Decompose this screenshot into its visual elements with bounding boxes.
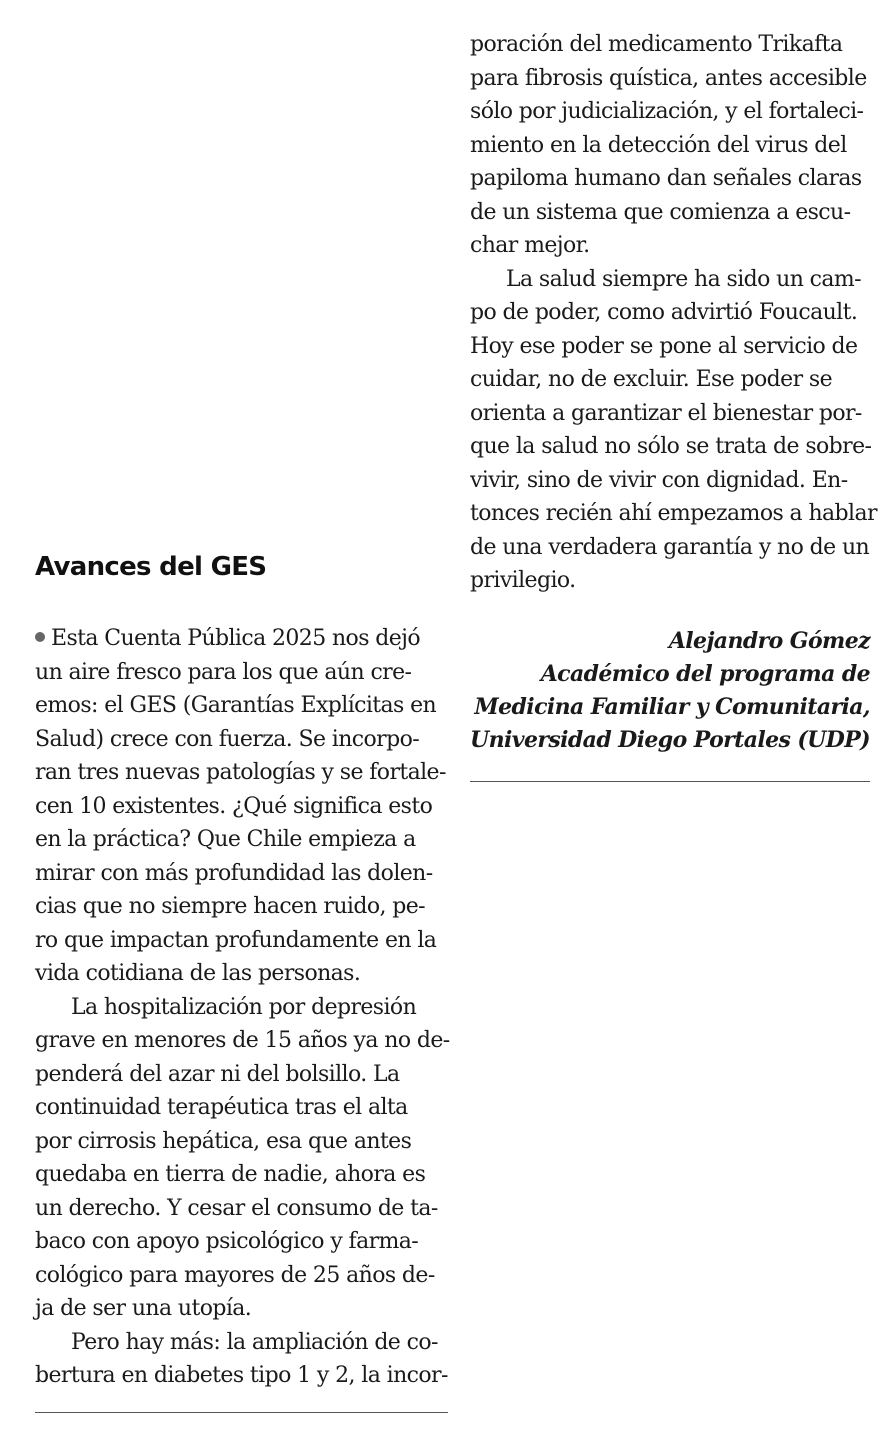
text-line-content: papiloma humano dan señales claras [470,166,862,191]
section-headline: Avances del GES [35,552,267,582]
text-line [35,1292,437,1326]
column-bottom-divider [35,1412,448,1413]
text-line [35,991,437,1025]
text-line [35,1259,437,1293]
left-column-body [35,622,450,1393]
text-line [470,229,872,263]
text-line [35,622,437,656]
text-line [35,957,437,991]
text-line [35,1125,437,1159]
text-line-content: que la salud no sólo se trata de sobre- [470,434,872,459]
text-line [35,1024,450,1058]
text-line [35,823,437,857]
text-line [470,531,872,565]
text-line [470,397,872,431]
text-line-content: char mejor. [470,233,590,258]
text-line [35,1192,437,1226]
text-line-content: en la práctica? Que Chile empieza a [35,827,416,852]
text-line [35,689,437,723]
text-line [35,1225,437,1259]
text-line-content: bertura en diabetes tipo 1 y 2, la incor- [35,1363,448,1388]
text-line [35,924,437,958]
text-line [35,1091,437,1125]
text-line-content: emos: el GES (Garantías Explícitas en [35,693,437,718]
signature-title-line2: Medicina Familiar y Comunitaria, [474,694,870,720]
text-line-content: miento en la detección del virus del [470,132,847,158]
text-line [470,296,872,330]
text-line [470,62,872,96]
text-line-content: La salud siempre ha sido un cam- [506,266,862,292]
text-line [35,790,437,824]
text-line [470,330,872,364]
text-line [470,129,872,163]
text-line-content: un derecho. Y cesar el consumo de ta- [35,1195,438,1221]
text-line-content: vida cotidiana de las personas. [35,961,361,986]
text-line-content: mirar con más profundidad las dolen- [35,860,433,886]
text-line-content: de una verdadera garantía y no de un [470,534,870,560]
text-line-content: vivir, sino de vivir con dignidad. En- [470,467,848,493]
text-line-content: Salud) crece con fuerza. Se incorpo- [35,726,420,752]
text-line [35,1359,448,1393]
text-line-content: Hoy ese poder se pone al servicio de [470,333,858,359]
text-line-content: para fibrosis quística, antes accesible [470,65,867,91]
text-line-content: cológico para mayores de 25 años de- [35,1262,435,1288]
text-line-content: por cirrosis hepática, esa que antes [35,1128,412,1154]
text-line [470,28,872,62]
signature-title-line3: Universidad Diego Portales (UDP) [470,727,870,753]
text-line [35,756,446,790]
text-line [470,363,872,397]
text-line-content: poración del medicamento Trikafta [470,32,843,57]
text-line-content: ro que impactan profundamente en la [35,927,437,953]
text-line [470,162,872,196]
text-line-content: de un sistema que comienza a escu- [470,199,851,225]
signature-divider [470,781,870,782]
text-line [35,723,437,757]
text-line-content: quedaba en tierra de nadie, ahora es [35,1162,426,1187]
text-line [35,1058,437,1092]
text-line-content: continuidad terapéutica tras el alta [35,1095,408,1120]
text-line [35,857,437,891]
text-line-content: Pero hay más: la ampliación de co- [71,1329,438,1355]
text-line-content: cuidar, no de excluir. Ese poder se [470,367,833,392]
text-line-content: La hospitalización por depresión [71,994,417,1020]
text-line-content: un aire fresco para los que aún cre- [35,659,412,685]
signature-name: Alejandro Gómez [668,628,870,654]
text-line-content: orienta a garantizar el bienestar por- [470,400,862,426]
text-line [470,464,872,498]
text-line-content: cias que no siempre hacen ruido, pe- [35,894,426,919]
text-line-content: ran tres nuevas patologías y se fortale- [35,760,446,785]
text-line [35,1326,437,1360]
text-line [470,263,872,297]
text-line-content: ja de ser una utopía. [35,1296,252,1321]
text-line-content: baco con apoyo psicológico y farma- [35,1229,419,1254]
text-line-content: tonces recién ahí empezamos a hablar [470,501,877,526]
right-column-body [470,28,877,598]
text-line [35,1158,437,1192]
text-line [35,890,437,924]
text-line-content: grave en menores de 15 años ya no de- [35,1028,450,1053]
text-line [470,564,872,598]
text-line [470,95,872,129]
text-line-content: privilegio. [470,568,576,593]
text-line-content: po de poder, como advirtió Foucault. [470,300,858,325]
bullet-icon [35,632,45,642]
text-line-content: sólo por judicialización, y el fortaleci- [470,99,864,124]
signature-title-line1: Académico del programa de [540,661,870,687]
text-line [35,656,437,690]
text-line [470,430,872,464]
text-line [470,196,872,230]
text-line-content: cen 10 existentes. ¿Qué significa esto [35,793,433,819]
text-line [470,497,877,531]
text-line-content: penderá del azar ni del bolsillo. La [35,1061,400,1087]
text-line-content: Esta Cuenta Pública 2025 nos dejó [51,626,421,651]
